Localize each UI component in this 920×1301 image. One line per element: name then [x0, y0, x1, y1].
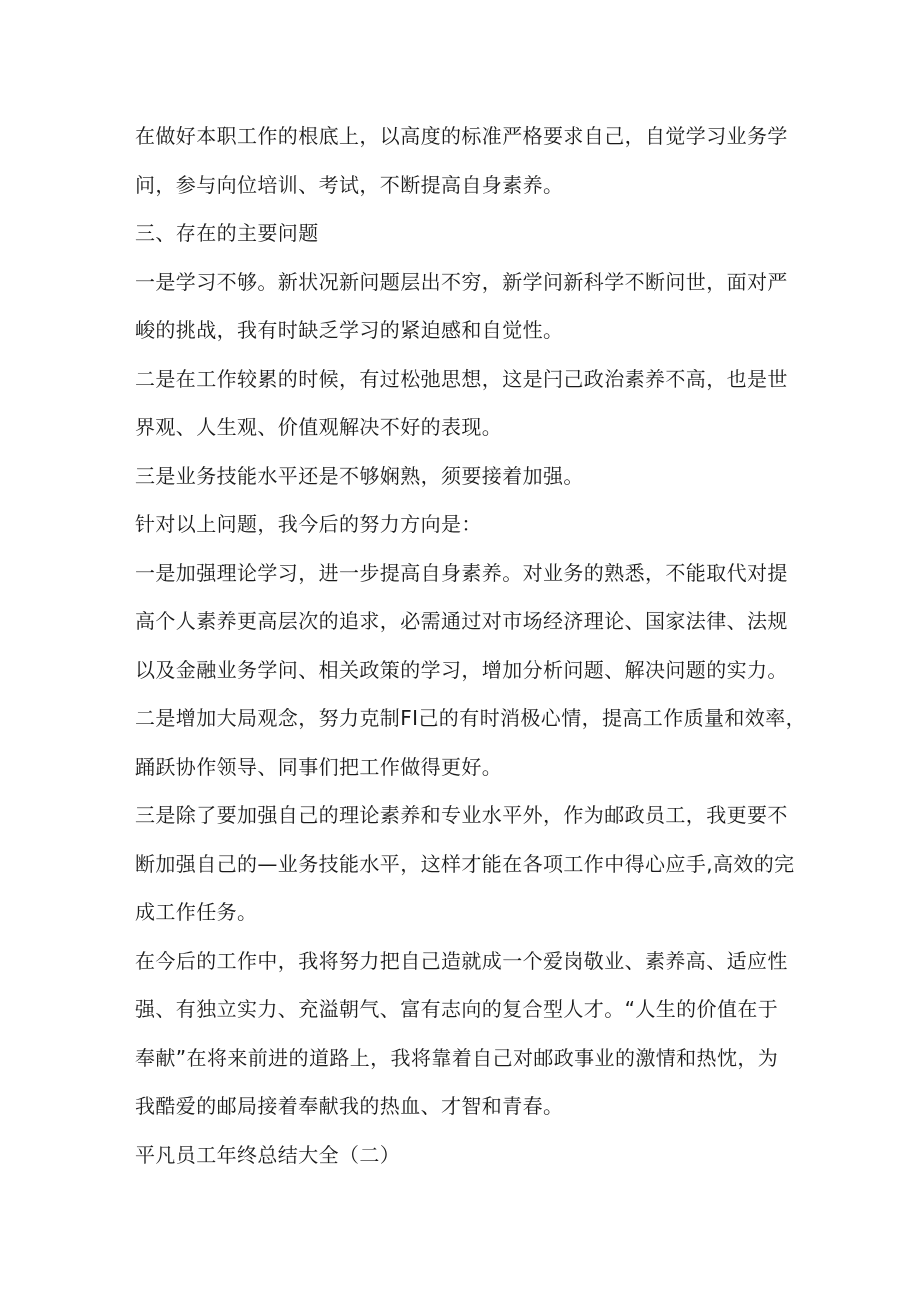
text-line: 以及金融业务学问、相关政策的学习，增加分析问题、解决问题的实力。: [135, 657, 788, 682]
section-heading: 三、存在的主要问题: [135, 221, 319, 245]
text-line: 三是业务技能水平还是不够娴熟，须要接着加强。: [135, 463, 584, 488]
text-line: 断加强自己的—业务技能水平，这样才能在各项工作中得心应手,高效的完: [135, 851, 795, 876]
text-line: 奉献”在将来前进的道路上，我将靠着自己对邮政事业的激情和热忱，为: [135, 1045, 779, 1070]
text-line: 界观、人生观、价值观解决不好的表现。: [135, 415, 503, 439]
document-body: [135, 112, 807, 1179]
text-line: 我酷爱的邮局接着奉献我的热血、才智和青春。: [135, 1094, 564, 1118]
text-line: 二是在工作较累的时候，有过松弛思想，这是闩己政治素养不高，也是世: [135, 366, 788, 391]
text-line: 强、有独立实力、充溢朝气、富有志向的复合型人才。“人生的价值在于: [135, 997, 779, 1021]
text-line: 峻的挑战，我有时缺乏学习的紧迫感和自觉性。: [135, 318, 564, 342]
text-line: 一是学习不够。新状况新问题层出不穷，新学问新科学不断问世，面对严: [135, 269, 788, 294]
text-line: 在今后的工作中，我将努力把自己造就成一个爱岗敬业、素养高、适应性: [135, 948, 788, 973]
text-line: 高个人素养更高层次的追求，必需通过对市场经济理论、国家法律、法规: [135, 609, 788, 633]
text-line: 一是加强理论学习，进一步提高自身素养。对业务的熟悉，不能取代对提: [135, 560, 788, 585]
text-line: 踊跃协作领导、同事们把工作做得更好。: [135, 754, 503, 779]
text-line: 针对以上问题，我今后的努力方向是：: [135, 512, 482, 536]
text-line: 三是除了要加强自己的理论素养和专业水平外，作为邮政员工，我更要不: [135, 803, 788, 827]
text-line: 二是增加大局观念，努力克制FI己的有时消极心情，提高工作质量和效率，: [135, 706, 807, 730]
text-line: 问，参与向位培训、考试，不断提高自身素养。: [135, 172, 564, 197]
section-title: 平凡员工年终总结大全（二）: [135, 1142, 401, 1167]
text-line: 在做好本职工作的根底上，以高度的标准严格要求自己，自觉学习业务学: [135, 124, 788, 148]
text-line: 成工作任务。: [135, 900, 258, 924]
